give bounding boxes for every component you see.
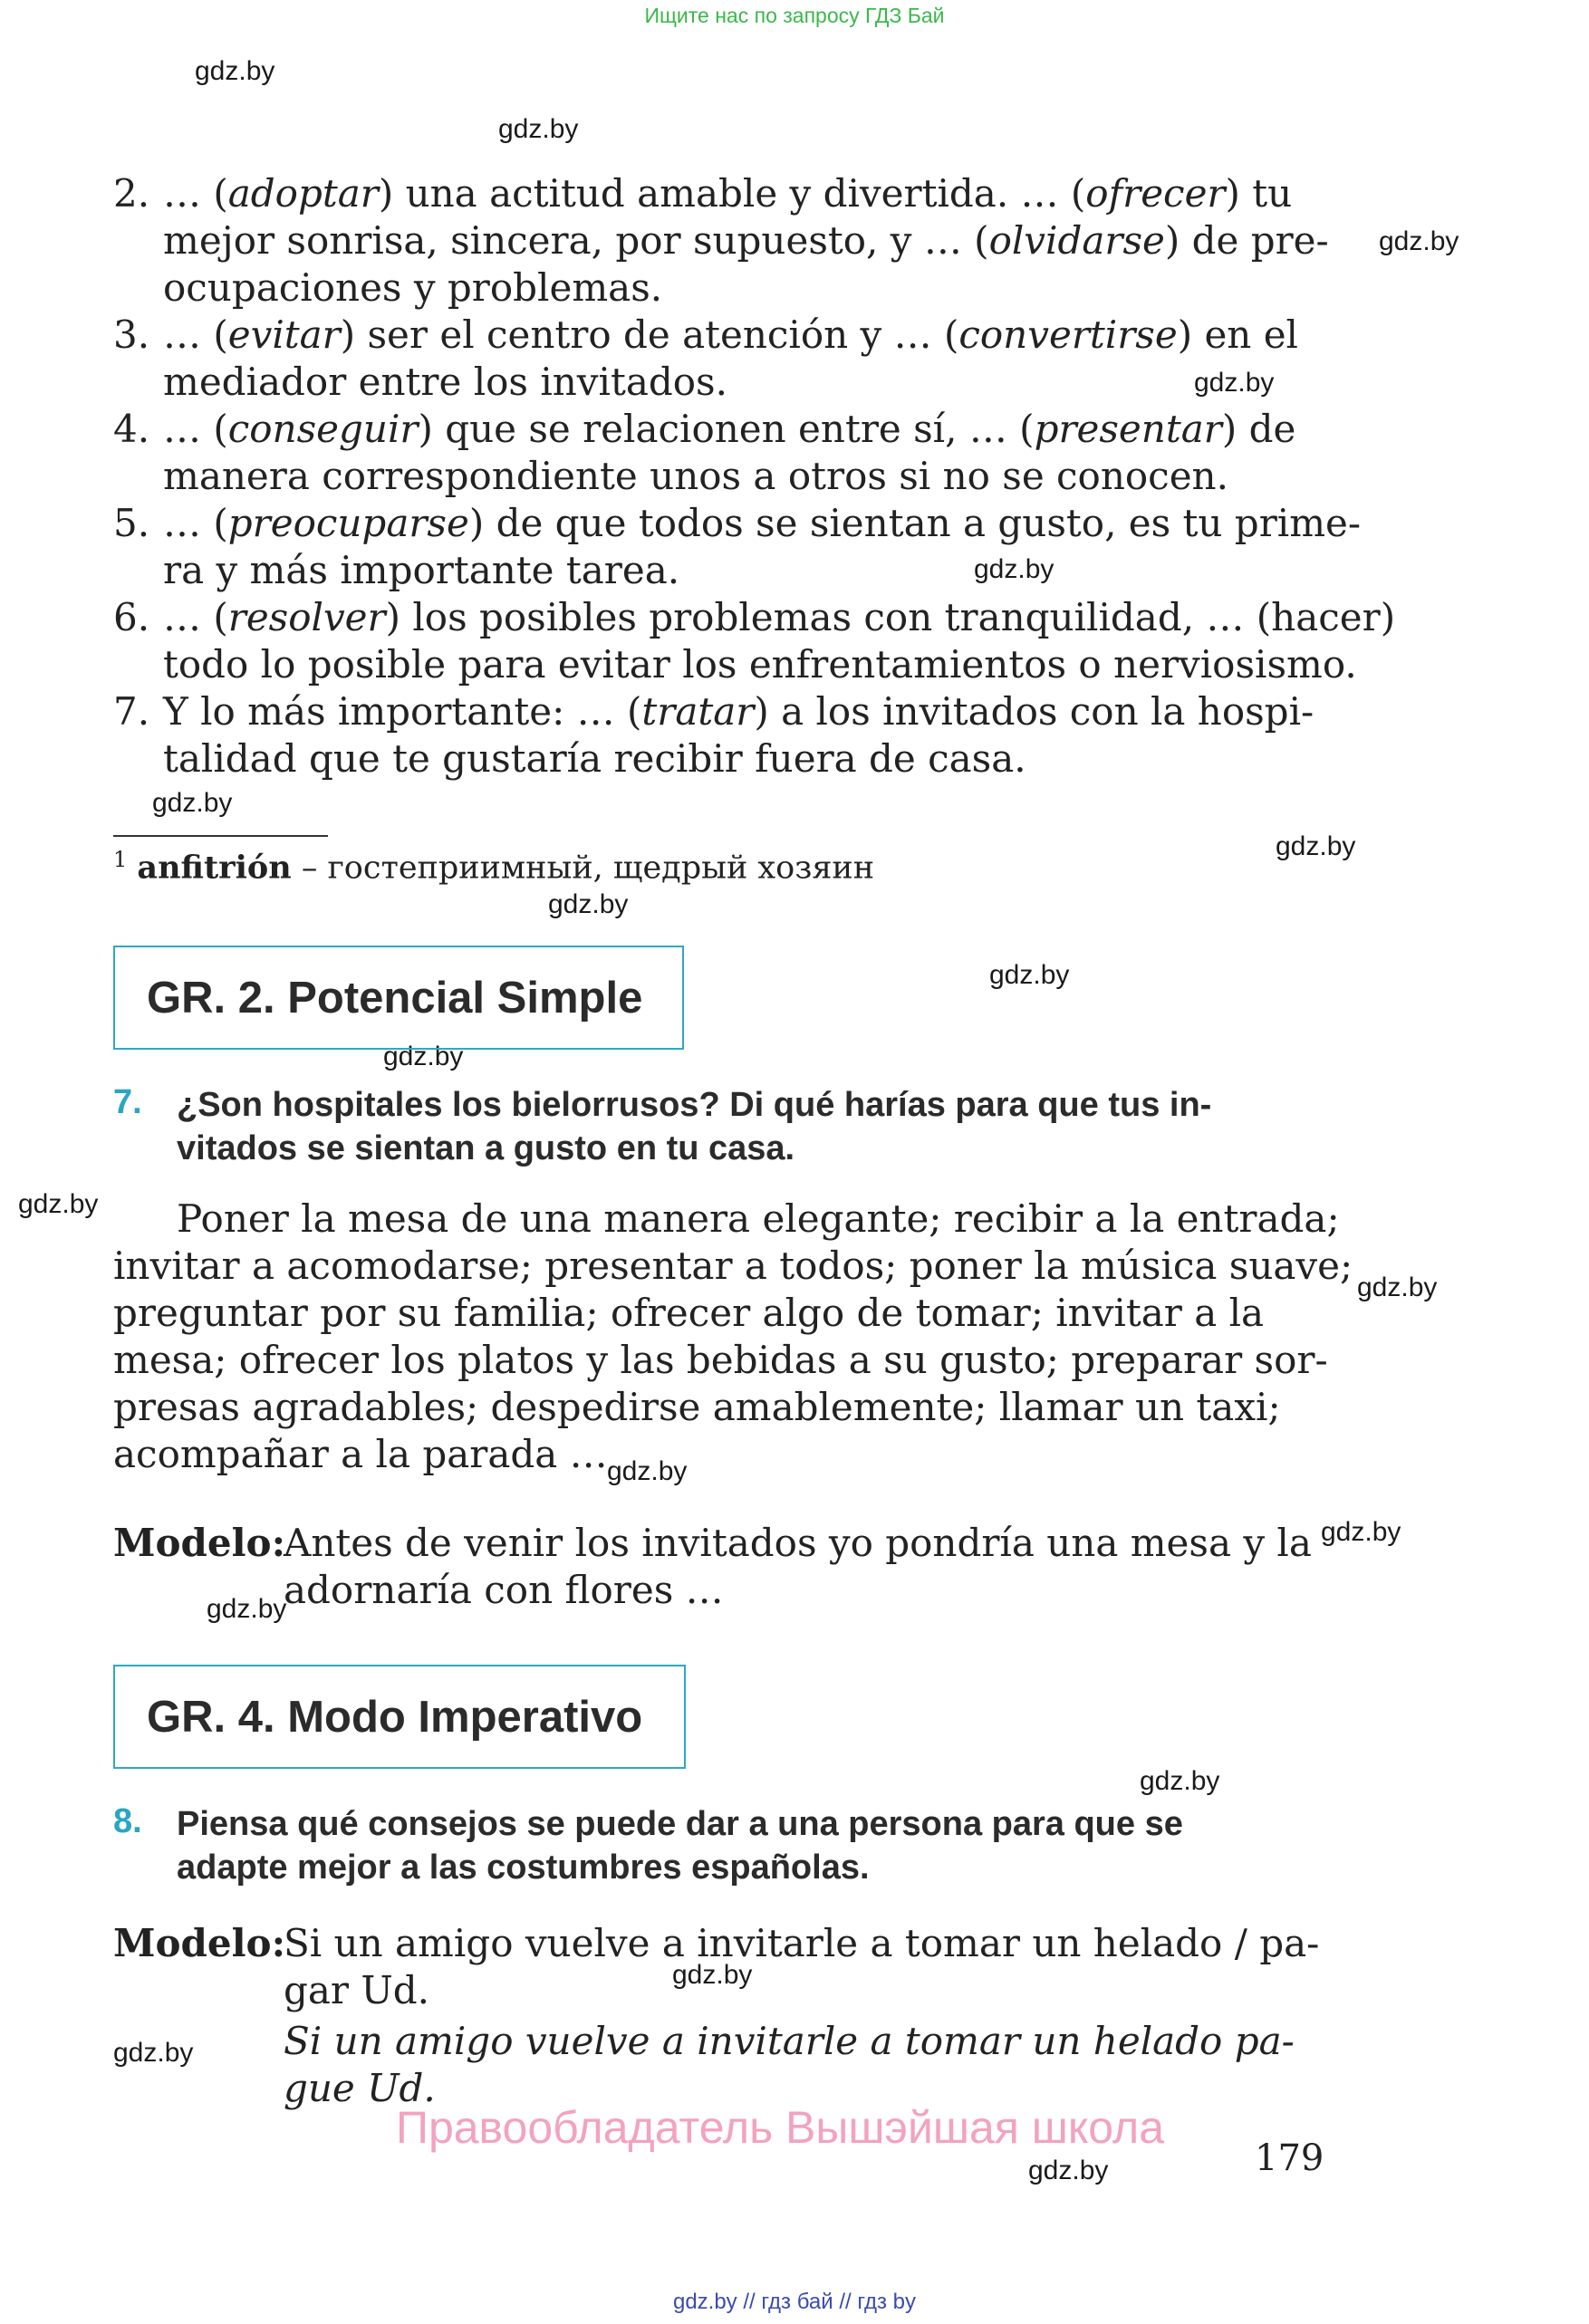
list-item-number: 2. [113, 171, 150, 216]
modelo-line: Si un amigo vuelve a invitarle a tomar un helado / pa- [284, 1921, 1320, 1965]
list-item-line [163, 264, 662, 312]
text-segment: ) tu [1225, 171, 1293, 216]
verb-prompt: preocuparse [227, 501, 469, 545]
verb-prompt: conseguir [227, 407, 419, 451]
text-segment: … ( [163, 595, 228, 639]
text-segment: ) los posibles problemas con tranquilidad, … (hacer) [385, 595, 1396, 639]
footnote-marker: 1 [113, 847, 128, 872]
top-banner: Ищите нас по запросу ГДЗ Бай [644, 4, 945, 27]
gdz-watermark: gdz.by [152, 788, 233, 818]
gdz-watermark: gdz.by [1379, 226, 1459, 256]
text-segment: talidad que te gustaría recibir fuera de casa. [163, 736, 1026, 781]
footnote-text: – гостеприимный, щедрый хозяин [291, 850, 875, 887]
gdz-watermark: gdz.by [607, 1456, 688, 1486]
gdz-watermark: gdz.by [1028, 2156, 1109, 2185]
grammar-reference-title: GR. 4. Modo Imperativo [147, 1692, 643, 1742]
verb-prompt: presentar [1034, 407, 1222, 451]
task-instruction-line: adapte mejor a las costumbres españolas. [177, 1849, 870, 1887]
paragraph-line: presas agradables; despedirse amablemente; llamar un taxi; [113, 1385, 1281, 1429]
list-item-line [163, 641, 1357, 688]
gdz-watermark: gdz.by [113, 2038, 194, 2068]
footnote [113, 847, 874, 887]
text-segment: ) de pre- [1164, 218, 1329, 263]
gdz-watermark: gdz.by [498, 114, 579, 144]
text-segment: ) en el [1177, 312, 1298, 357]
text-segment: … ( [163, 171, 228, 216]
gdz-watermark: gdz.by [195, 56, 275, 86]
text-segment: mejor sonrisa, sincera, por supuesto, y … ( [163, 218, 989, 263]
list-item-line [163, 359, 727, 406]
text-segment: ocupaciones y problemas. [163, 265, 663, 310]
gdz-watermark: gdz.by [383, 1042, 464, 1071]
list-item-line [163, 217, 1329, 264]
footnote-rule [113, 835, 328, 837]
grammar-reference-box [113, 1665, 686, 1769]
paragraph-line: acompañar a la parada … [113, 1432, 608, 1476]
list-item-line [163, 406, 1295, 453]
modelo-label: Modelo: [113, 1521, 286, 1565]
gdz-watermark: gdz.by [1140, 1766, 1220, 1796]
task-instruction [177, 1802, 1183, 1889]
modelo-answer-line: Si un amigo vuelve a invitarle a tomar un helado pa- [284, 2019, 1295, 2063]
gdz-watermark: gdz.by [974, 554, 1055, 584]
task-instruction-line: vitados se sientan a gusto en tu casa. [177, 1129, 795, 1167]
gdz-watermark: gdz.by [1194, 368, 1275, 398]
grammar-reference-box [113, 946, 684, 1050]
text-segment: … ( [163, 501, 228, 545]
task-instruction [177, 1083, 1211, 1170]
gdz-watermark: gdz.by [1357, 1272, 1438, 1302]
text-segment: ra y más importante tarea. [163, 548, 680, 592]
list-item-line [163, 500, 1361, 547]
verb-prompt: adoptar [227, 171, 379, 216]
list-item-line [163, 170, 1292, 217]
text-segment: todo lo posible para evitar los enfrentamientos o nerviosismo. [163, 642, 1357, 687]
gdz-watermark: gdz.by [207, 1594, 287, 1624]
paragraph-line: preguntar por su familia; ofrecer algo de tomar; invitar a la [113, 1291, 1265, 1335]
list-item-number: 5. [113, 501, 150, 545]
task-instruction-line: Piensa qué consejos se puede dar a una persona para que se [177, 1805, 1183, 1843]
footer-links: gdz.by // гдз бай // гдз by [672, 2290, 917, 2314]
modelo-label: Modelo: [113, 1921, 286, 1965]
verb-prompt: ofrecer [1085, 171, 1226, 216]
text-segment: Y lo más importante: … ( [163, 689, 642, 734]
text-segment: ) de que todos se sientan a gusto, es tu prime- [468, 501, 1362, 545]
list-item-line [163, 453, 1228, 500]
page-number: 179 [1255, 2137, 1324, 2179]
task-number: 8. [113, 1802, 142, 1840]
text-segment: mediador entre los invitados. [163, 360, 727, 404]
paragraph-line: Poner la mesa de una manera elegante; recibir a la entrada; [177, 1196, 1340, 1241]
modelo-line: Antes de venir los invitados yo pondría una mesa y la [284, 1521, 1312, 1565]
list-item-line [163, 312, 1298, 359]
list-item-number: 6. [113, 595, 150, 639]
text-segment: ) una actitud amable y divertida. … ( [378, 171, 1086, 216]
list-item-line [163, 735, 1026, 783]
gdz-watermark: gdz.by [1276, 831, 1356, 861]
text-segment: … ( [163, 312, 228, 357]
footnote-term: anfitrión [137, 849, 292, 887]
verb-prompt: convertirse [958, 312, 1178, 357]
modelo-line: adornaría con flores … [284, 1568, 724, 1612]
verb-prompt: resolver [227, 595, 386, 639]
modelo-line: gar Ud. [284, 1968, 429, 2012]
gdz-watermark: gdz.by [672, 1960, 753, 1990]
text-segment: ) ser el centro de atención y … ( [340, 312, 959, 357]
gdz-watermark: gdz.by [548, 889, 629, 919]
text-segment: ) que se relacionen entre sí, … ( [418, 407, 1035, 451]
verb-prompt: evitar [227, 312, 341, 357]
text-segment: manera correspondiente unos a otros si no se conocen. [163, 454, 1228, 498]
text-segment: ) a los invitados con la hospi- [754, 689, 1315, 734]
paragraph-line: mesa; ofrecer los platos y las bebidas a su gusto; preparar sor- [113, 1338, 1328, 1382]
gdz-watermark: gdz.by [1321, 1517, 1401, 1547]
gdz-watermark: gdz.by [989, 960, 1070, 990]
list-item-number: 3. [113, 312, 150, 357]
verb-prompt: olvidarse [988, 218, 1165, 263]
text-segment: … ( [163, 407, 228, 451]
list-item-line [163, 594, 1395, 641]
verb-prompt: tratar [641, 689, 755, 734]
grammar-reference-title: GR. 2. Potencial Simple [147, 973, 643, 1023]
gdz-watermark: gdz.by [18, 1189, 99, 1219]
paragraph-line: invitar a acomodarse; presentar a todos; poner la música suave; [113, 1244, 1353, 1288]
list-item-number: 7. [113, 689, 150, 734]
task-instruction-line: ¿Son hospitales los bielorrusos? Di qué harías para que tus in- [177, 1086, 1212, 1124]
task-number: 7. [113, 1083, 142, 1121]
list-item-number: 4. [113, 407, 150, 451]
copyright-watermark: Правообладатель Вышэйшая школа [396, 2102, 1164, 2153]
text-segment: ) de [1221, 407, 1296, 451]
list-item-line [163, 547, 679, 594]
list-item-line [163, 688, 1314, 735]
modelo-answer-line: gue Ud. [284, 2066, 436, 2110]
